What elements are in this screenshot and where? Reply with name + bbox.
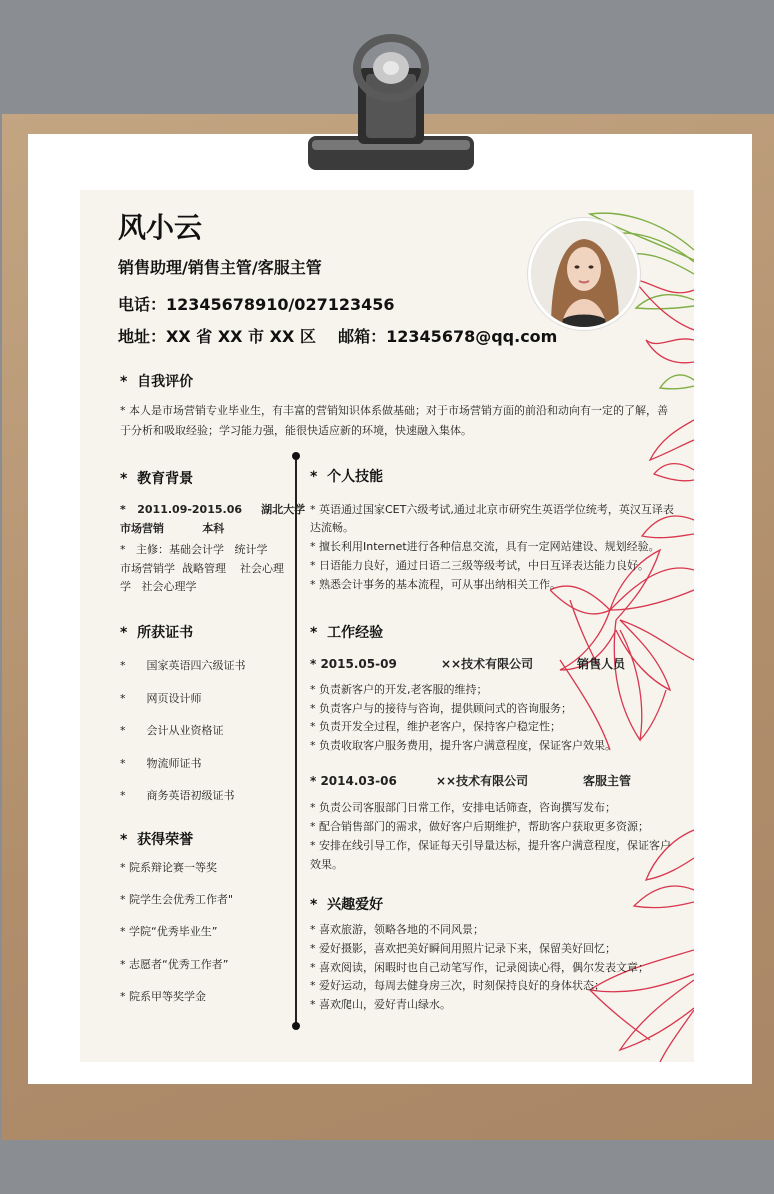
hobby-item: * 爱好摄影，喜欢把美好瞬间用照片记录下来，保留美好回忆； bbox=[310, 942, 616, 955]
skill-item: * 熟悉会计事务的基本流程，可从事出纳相关工作。 bbox=[310, 578, 561, 591]
self-eval-line-1: * 本人是市场营销专业毕业生，有丰富的营销知识体系做基础；对于市场营销方面的前沿和动向有一定的了解，善 bbox=[120, 404, 668, 417]
avatar bbox=[528, 218, 640, 330]
hobbies-heading: * 兴趣爱好 bbox=[310, 897, 384, 913]
honor-item: * 院系甲等奖学金 bbox=[120, 990, 206, 1003]
job-title: 销售助理/销售主管/客服主管 bbox=[118, 258, 322, 277]
binder-clip-icon bbox=[306, 28, 476, 178]
cert-item: * 物流师证书 bbox=[120, 757, 202, 770]
resume-name: 风小云 bbox=[118, 211, 203, 244]
cert-item: * 商务英语初级证书 bbox=[120, 789, 235, 802]
work-heading: * 工作经验 bbox=[310, 625, 384, 641]
honors-heading: * 获得荣誉 bbox=[120, 832, 194, 848]
hobby-item: * 喜欢爬山，爱好青山绿水。 bbox=[310, 998, 451, 1011]
cert-item: * 会计从业资格证 bbox=[120, 724, 224, 737]
honor-item: * 院系辩论赛一等奖 bbox=[120, 861, 217, 874]
portrait-icon bbox=[531, 221, 637, 327]
job2-item: * 负责公司客服部门日常工作，安排电话筛查，咨询撰写发布； bbox=[310, 801, 616, 814]
phone-line: 电话：12345678910/027123456 bbox=[118, 295, 395, 314]
honor-item: * 学院“优秀毕业生” bbox=[120, 925, 218, 938]
skill-item: * 日语能力良好，通过日语二三级等级考试，中日互译表达能力良好。 bbox=[310, 559, 649, 572]
self-eval-line-2: 于分析和吸取经验；学习能力强，能很快适应新的环境，快速融入集体。 bbox=[120, 424, 472, 437]
job1-item: * 负责收取客户服务费用，提升客户满意程度，保证客户效果。 bbox=[310, 739, 616, 752]
cert-item: * 国家英语四六级证书 bbox=[120, 659, 246, 672]
honor-item: * 院学生会优秀工作者" bbox=[120, 893, 234, 906]
job1-company: ××技术有限公司 bbox=[441, 657, 534, 671]
self-eval-heading: * 自我评价 bbox=[120, 374, 194, 390]
job2-company: ××技术有限公司 bbox=[436, 774, 529, 788]
job1-item: * 负责开发全过程，维护老客户，保持客户稳定性； bbox=[310, 720, 561, 733]
job1-date: * 2015.05-09 bbox=[310, 657, 397, 671]
job1-item: * 负责新客户的开发,老客服的维持； bbox=[310, 683, 488, 696]
job2-role: 客服主管 bbox=[583, 774, 632, 788]
job1-item: * 负责客户与的接待与咨询，提供顾问式的咨询服务； bbox=[310, 702, 572, 715]
divider-dot-bottom bbox=[292, 1022, 300, 1030]
cert-item: * 网页设计师 bbox=[120, 692, 202, 705]
hobby-item: * 喜欢阅读，闲暇时也自己动笔写作，记录阅读心得，偶尔发表文章； bbox=[310, 961, 649, 974]
honor-item: * 志愿者“优秀工作者” bbox=[120, 958, 229, 971]
certs-heading: * 所获证书 bbox=[120, 625, 194, 641]
hobby-item: * 爱好运动，每周去健身房三次，时刻保持良好的身体状态； bbox=[310, 979, 605, 992]
education-line-5: 学 社会心理学 bbox=[120, 580, 197, 593]
divider-dot-top bbox=[292, 452, 300, 460]
education-line-4: 市场营销学 战略管理 社会心理 bbox=[120, 562, 284, 575]
skills-heading: * 个人技能 bbox=[310, 469, 384, 485]
address-email-line: 地址：XX 省 XX 市 XX 区 邮箱：12345678@qq.com bbox=[118, 327, 558, 346]
job2-item: * 安排在线引导工作，保证每天引导量达标，提升客户满意程度，保证客户 bbox=[310, 839, 671, 852]
education-heading: * 教育背景 bbox=[120, 471, 194, 487]
job2-date: * 2014.03-06 bbox=[310, 774, 397, 788]
education-line-2: 市场营销 本科 bbox=[120, 522, 225, 535]
column-divider bbox=[295, 456, 297, 1028]
skill-item: * 英语通过国家CET六级考试,通过北京市研究生英语学位统考，英汉互译表 bbox=[310, 503, 674, 516]
skill-item: 达流畅。 bbox=[310, 521, 354, 534]
job2-item: * 配合销售部门的需求，做好客户后期维护，帮助客户获取更多资源； bbox=[310, 820, 649, 833]
job1-role: 销售人员 bbox=[577, 657, 626, 671]
job2-item: 效果。 bbox=[310, 858, 343, 871]
hobby-item: * 喜欢旅游，领略各地的不同风景； bbox=[310, 923, 484, 936]
education-line-3: * 主修：基础会计学 统计学 bbox=[120, 543, 268, 556]
skill-item: * 擅长利用Internet进行各种信息交流，具有一定网站建设、规划经验。 bbox=[310, 540, 660, 553]
education-line-1: * 2011.09-2015.06 湖北大学 bbox=[120, 503, 306, 516]
